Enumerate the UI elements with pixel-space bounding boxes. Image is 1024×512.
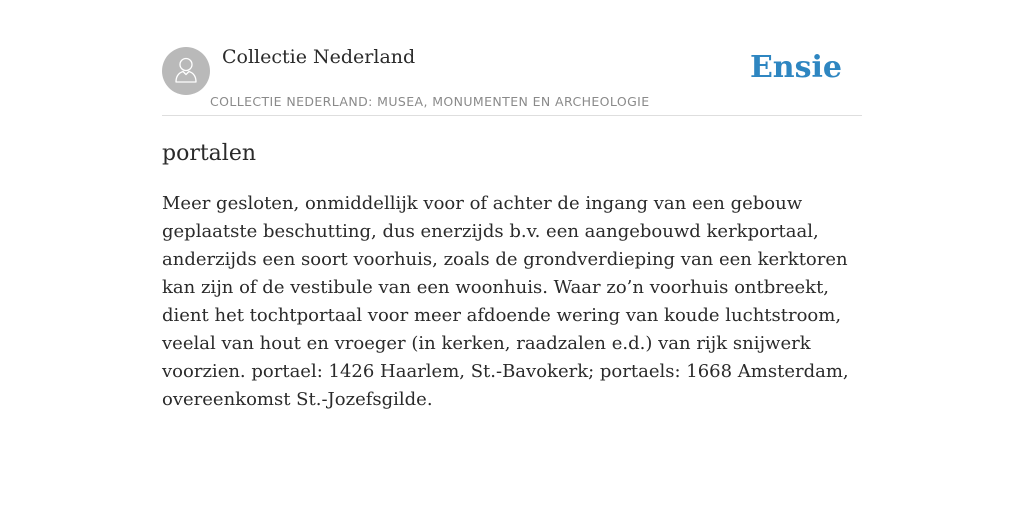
- entry-title: portalen: [162, 141, 257, 166]
- author-name[interactable]: Collectie Nederland: [222, 46, 416, 68]
- ensie-logo[interactable]: Ensie: [749, 50, 842, 85]
- author-avatar[interactable]: [162, 47, 210, 95]
- entry-definition: Meer gesloten, onmiddellijk voor of achter de ingang van een gebouw geplaatste beschutting, dus enerzijds b.v. een aangebouwd kerkportaal, anderzijds een soort voorhuis, zoals de grondverdieping van een kerktoren kan zijn of de vestibule van een woonhuis. Waar zo’n voorhuis ontbreekt, dient het tochtportaal voor meer afdoende wering van koude luchtstroom, veelal van hout en vroeger (in kerken, raadzalen e.d.) van rijk snijwerk voorzien. portael: 1426 Haarlem, St.-Bavokerk; portaels: 1668 Amsterdam, overeenkomst St.-Jozefsgilde.: [162, 193, 849, 410]
- entry-card: [162, 40, 862, 414]
- collection-link[interactable]: COLLECTIE NEDERLAND: MUSEA, MONUMENTEN EN ARCHEOLOGIE: [210, 94, 650, 109]
- entry-header: [162, 40, 862, 116]
- user-silhouette-icon: [173, 55, 199, 88]
